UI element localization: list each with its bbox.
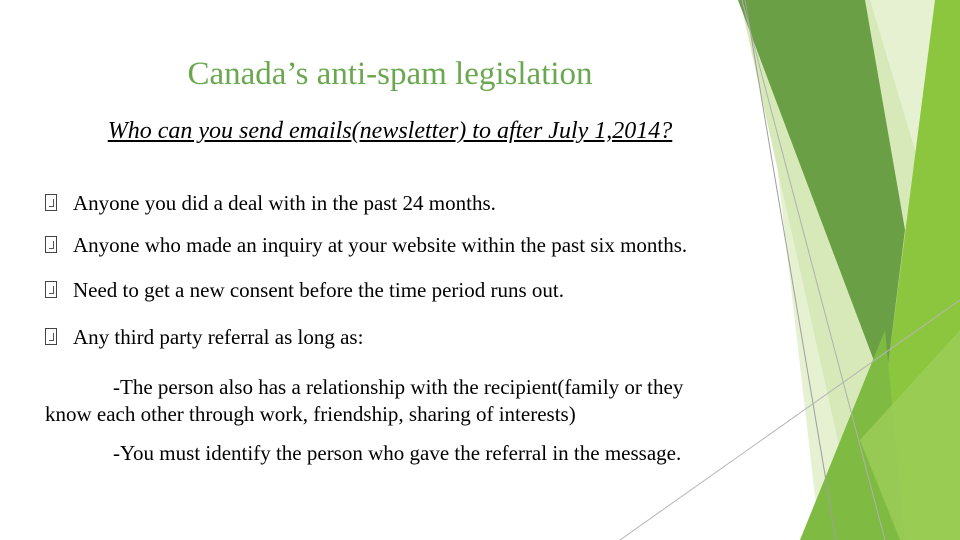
bullet-item (45, 190, 735, 217)
sub-point-identify: -You must identify the person who gave the referral in the message. (113, 441, 682, 465)
bullet-item (45, 277, 735, 304)
checkbox-bullet-icon (45, 194, 57, 211)
bullet-text: Need to get a new consent before the time period runs out. (73, 278, 565, 302)
bullet-item (45, 324, 735, 351)
sub-point-relationship: -The person also has a relationship with the recipient(family or they know each other through work, friendship, sharing of interests) (45, 375, 684, 426)
bullet-text: Anyone you did a deal with in the past 24 months. (73, 191, 496, 215)
slide-question: Who can you send emails(newsletter) to after July 1,2014? (107, 118, 673, 144)
checkbox-bullet-icon (45, 236, 57, 253)
bullet-item (45, 232, 735, 259)
checkbox-bullet-icon (45, 281, 57, 298)
bullet-text: Anyone who made an inquiry at your website within the past six months. (73, 233, 688, 257)
bullet-list (45, 190, 735, 351)
bullet-text: Any third party referral as long as: (73, 325, 364, 349)
slide-title: Canada’s anti-spam legislation (187, 56, 593, 92)
checkbox-bullet-icon (45, 328, 57, 345)
